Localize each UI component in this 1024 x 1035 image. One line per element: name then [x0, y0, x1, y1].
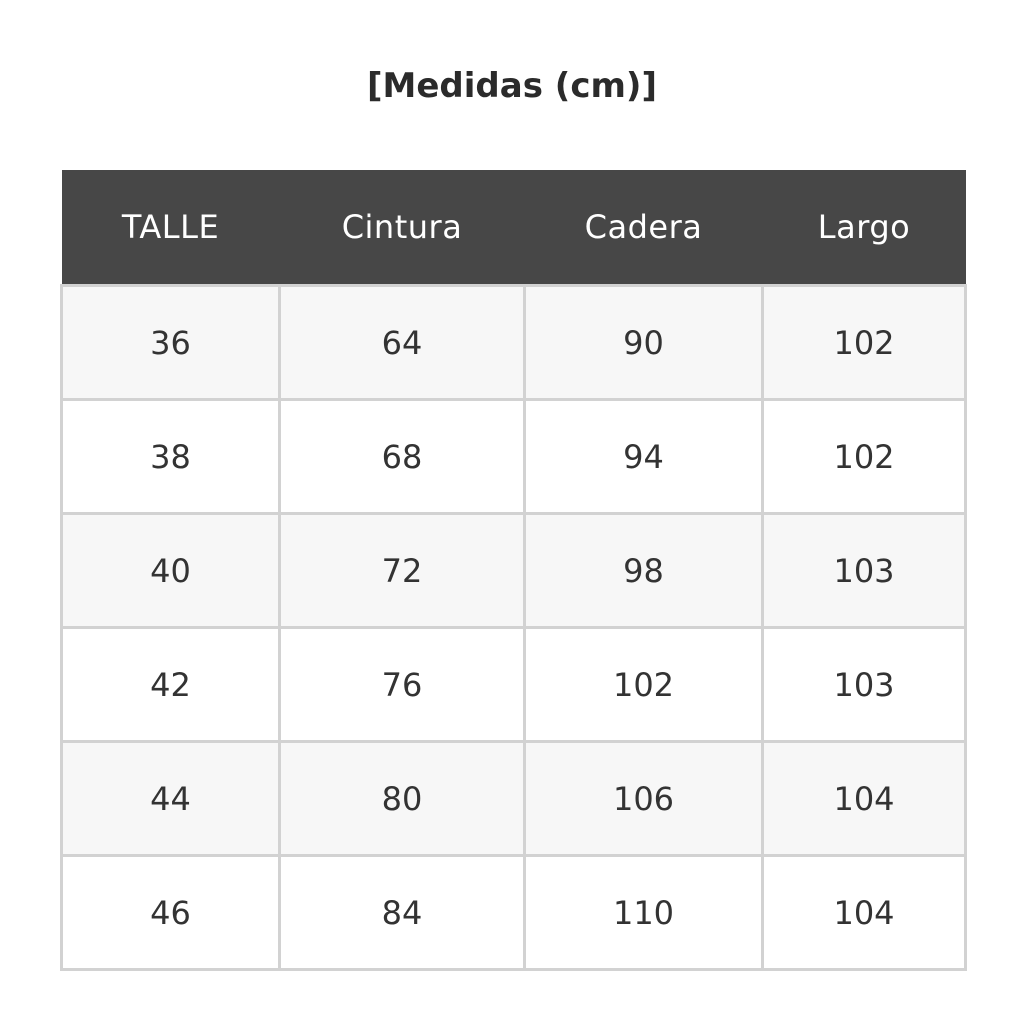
cell-cadera: 98	[525, 514, 763, 628]
cell-cadera: 106	[525, 742, 763, 856]
cell-largo: 104	[763, 856, 966, 970]
cell-talle: 40	[62, 514, 280, 628]
cell-cintura: 64	[280, 286, 525, 400]
table-row	[62, 742, 966, 856]
cell-talle: 46	[62, 856, 280, 970]
cell-largo: 104	[763, 742, 966, 856]
cell-cintura: 72	[280, 514, 525, 628]
table-row	[62, 514, 966, 628]
cell-talle: 36	[62, 286, 280, 400]
cell-cintura: 68	[280, 400, 525, 514]
cell-talle: 42	[62, 628, 280, 742]
table-row	[62, 856, 966, 970]
cell-cadera: 90	[525, 286, 763, 400]
cell-cadera: 94	[525, 400, 763, 514]
cell-largo: 102	[763, 400, 966, 514]
cell-largo: 102	[763, 286, 966, 400]
header-cintura: Cintura	[280, 170, 525, 286]
table-row	[62, 400, 966, 514]
cell-talle: 44	[62, 742, 280, 856]
header-talle: TALLE	[62, 170, 280, 286]
header-largo: Largo	[763, 170, 966, 286]
cell-cadera: 110	[525, 856, 763, 970]
cell-talle: 38	[62, 400, 280, 514]
table-header-row	[62, 170, 966, 286]
header-cadera: Cadera	[525, 170, 763, 286]
table-row	[62, 628, 966, 742]
cell-cintura: 76	[280, 628, 525, 742]
cell-cadera: 102	[525, 628, 763, 742]
cell-largo: 103	[763, 514, 966, 628]
cell-largo: 103	[763, 628, 966, 742]
size-chart-table	[60, 170, 967, 971]
cell-cintura: 80	[280, 742, 525, 856]
table-row	[62, 286, 966, 400]
page-title: [Medidas (cm)]	[367, 66, 657, 106]
cell-cintura: 84	[280, 856, 525, 970]
